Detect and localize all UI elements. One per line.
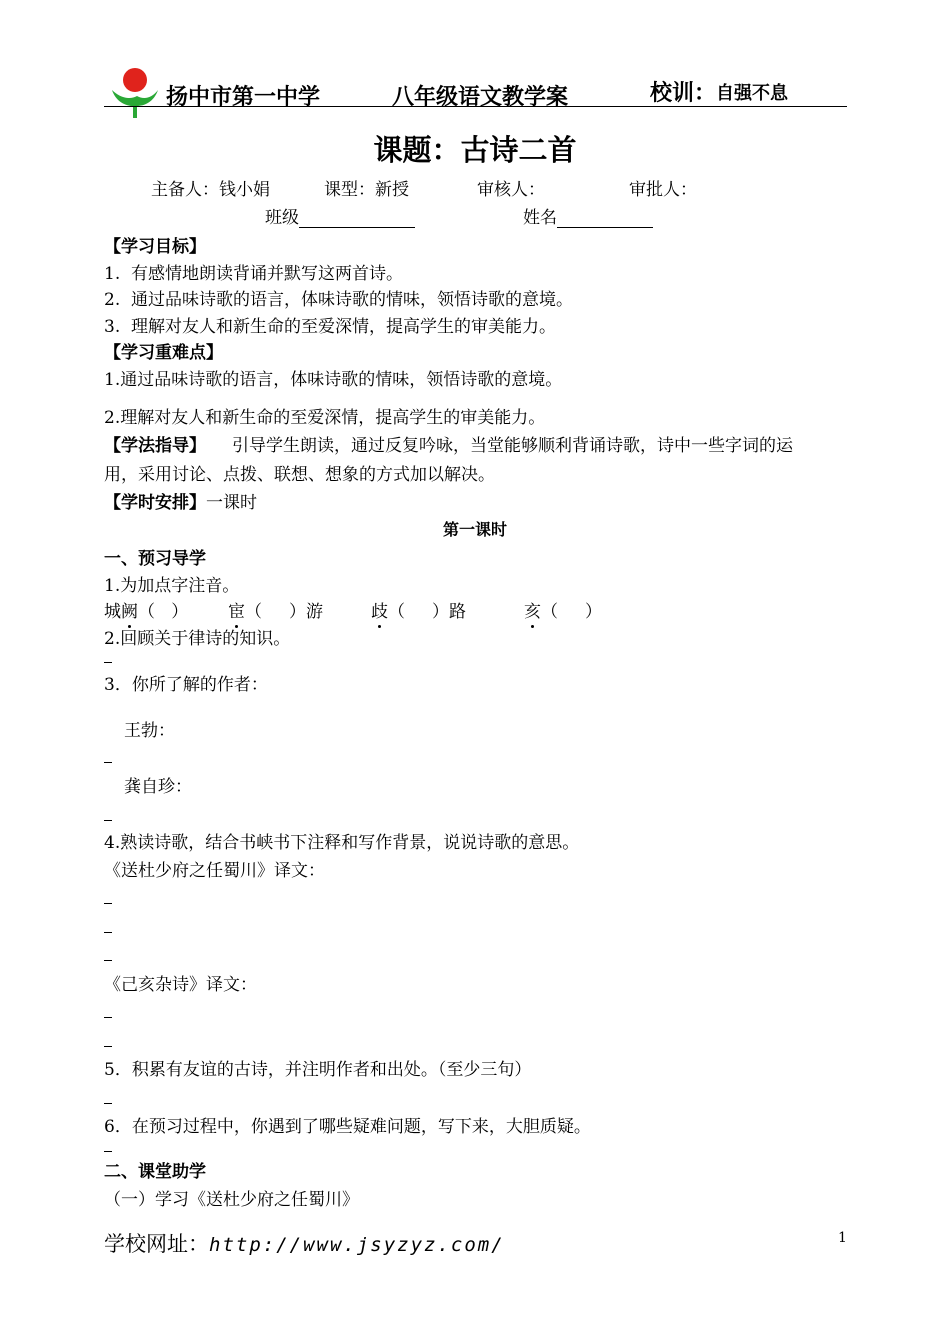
pinyin-row: [104, 597, 188, 622]
lesson-title: 第一课时: [442, 520, 507, 539]
answer-line[interactable]: [104, 903, 112, 904]
motto-label: 校训：: [650, 81, 717, 106]
goal-item: 1. 有感情地朗读背诵并默写这两首诗。: [104, 264, 404, 284]
classroom-sub-1: （一）学习《送杜少府之任蜀川》: [104, 1190, 359, 1210]
goal-item: 3. 理解对友人和新生命的至爱深情，提高学生的审美能力。: [104, 317, 557, 337]
pinyin-item-4: [524, 597, 602, 622]
method-text-2: 用，采用讨论、点拨、联想、想象的方式加以解决。: [104, 465, 495, 485]
pinyin-item-2: [228, 597, 323, 622]
pinyin-blank-4[interactable]: （ ）: [541, 602, 603, 622]
method-text-1: 引导学生朗读，通过反复吟咏，当堂能够顺利背诵诗歌，诗中一些字词的运: [232, 436, 793, 456]
pinyin-word-3: 歧: [371, 597, 388, 622]
keypoint-item: 2.理解对友人和新生命的至爱深情，提高学生的审美能力。: [104, 408, 546, 428]
preparer: 主备人：钱小娟: [151, 180, 270, 200]
pinyin-blank-2[interactable]: （ ）游: [245, 602, 324, 622]
method-heading: 【学法指导】: [104, 436, 206, 456]
pinyin-word-1a: 城: [104, 602, 121, 622]
name-field: [523, 203, 653, 228]
logo-leaf-left: [112, 90, 137, 118]
website-url[interactable]: http://www.jsyzyz.com/: [209, 1234, 505, 1256]
page-number: 1: [838, 1230, 847, 1246]
logo-leaf-right: [137, 90, 158, 106]
logo-sun: [123, 68, 147, 92]
answer-line[interactable]: [104, 820, 112, 821]
name-blank[interactable]: [557, 209, 653, 228]
answer-line[interactable]: [104, 1017, 112, 1018]
goals-heading: 【学习目标】: [104, 237, 206, 257]
class-label: 班级: [265, 208, 299, 228]
header-rule: [104, 106, 847, 107]
pinyin-item-3: [371, 597, 466, 622]
pinyin-blank-1[interactable]: （ ）: [138, 602, 189, 622]
preview-heading: 一、预习导学: [104, 549, 206, 569]
motto-text: 自强不息: [716, 83, 788, 104]
method-line1: [104, 431, 793, 456]
answer-line[interactable]: [104, 662, 112, 663]
name-label: 姓名: [523, 208, 557, 228]
footer-website: [104, 1228, 505, 1258]
author-gongzizhen: 龚自珍：: [124, 777, 192, 797]
pinyin-word-1b: 阙: [121, 597, 138, 622]
lesson-type: 课型：新授: [324, 180, 409, 200]
schedule-line: [104, 488, 257, 513]
approver: 审批人：: [629, 180, 697, 200]
author-wangbo: 王勃：: [124, 721, 175, 741]
answer-line[interactable]: [104, 1151, 112, 1152]
question-6: 6．在预习过程中，你遇到了哪些疑难问题，写下来，大胆质疑。: [104, 1117, 591, 1137]
question-3: 3．你所了解的作者：: [104, 675, 268, 695]
keypoints-heading: 【学习重难点】: [104, 343, 223, 363]
question-4: 4.熟读诗歌，结合书峡书下注释和写作背景，说说诗歌的意思。: [104, 833, 580, 853]
goal-item: 2. 通过品味诗歌的语言，体味诗歌的情味，领悟诗歌的意境。: [104, 290, 574, 310]
poem-2-translation: 《己亥杂诗》译文：: [104, 975, 257, 995]
answer-line[interactable]: [104, 762, 112, 763]
answer-line[interactable]: [104, 1046, 112, 1047]
class-field: [265, 203, 415, 228]
page-title: 课题：古诗二首: [373, 133, 577, 167]
school-logo: [110, 66, 160, 118]
pinyin-blank-3[interactable]: （ ）路: [388, 602, 467, 622]
keypoint-item: 1.通过品味诗歌的语言，体味诗歌的情味，领悟诗歌的意境。: [104, 370, 563, 390]
reviewer: 审核人：: [477, 180, 545, 200]
pinyin-word-2: 宦: [228, 597, 245, 622]
question-1: 1.为加点字注音。: [104, 576, 240, 596]
course-title: 八年级语文教学案: [392, 85, 569, 110]
question-5: 5．积累有友谊的古诗，并注明作者和出处。（至少三句）: [104, 1060, 532, 1080]
website-label: 学校网址：: [104, 1232, 209, 1256]
answer-line[interactable]: [104, 1103, 112, 1104]
school-name: 扬中市第一中学: [166, 85, 321, 110]
pinyin-word-4: 亥: [524, 597, 541, 622]
answer-line[interactable]: [104, 932, 112, 933]
class-blank[interactable]: [299, 209, 415, 228]
schedule-value: 一课时: [206, 493, 257, 513]
answer-line[interactable]: [104, 960, 112, 961]
schedule-heading: 【学时安排】: [104, 493, 206, 513]
poem-1-translation: 《送杜少府之任蜀川》译文：: [104, 861, 325, 881]
question-2: 2.回顾关于律诗的知识。: [104, 629, 291, 649]
classroom-heading: 二、课堂助学: [104, 1162, 206, 1182]
